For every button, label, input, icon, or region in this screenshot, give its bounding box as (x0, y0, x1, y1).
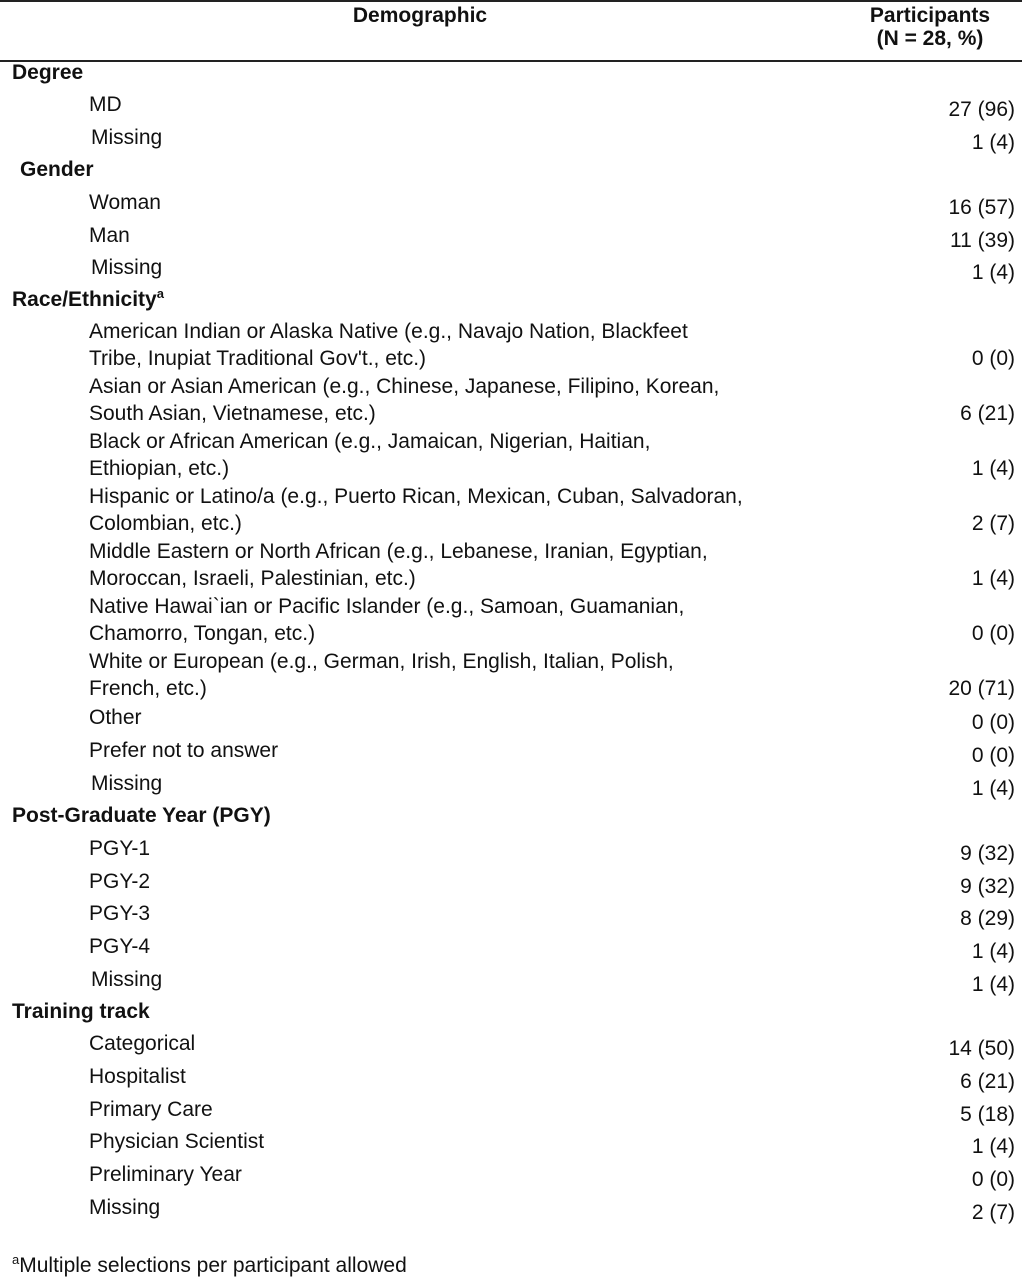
row-label (89, 900, 849, 927)
row-label-line1: Woman (89, 191, 161, 214)
row-label (89, 1128, 849, 1155)
row-label-line1: Missing (89, 1196, 161, 1219)
footnote-text: Multiple selections per participant allowed (19, 1254, 407, 1277)
column-header-participants-line1: Participants (869, 4, 991, 27)
row-label (89, 835, 849, 862)
category-label-text: Race/Ethnicity (12, 288, 157, 311)
row-value: 1 (4) (971, 457, 1015, 480)
row-label-line1: Asian or Asian American (e.g., Chinese, Japanese, Filipino, Korean, (89, 375, 720, 398)
row-label-line1: Middle Eastern or North African (e.g., Lebanese, Iranian, Egyptian, (89, 540, 708, 563)
row-label-line1: Categorical (89, 1032, 196, 1055)
row-label-line2: Colombian, etc.) (89, 512, 242, 535)
row-label (89, 1194, 849, 1221)
row-value: 27 (96) (948, 98, 1015, 121)
row-value: 2 (7) (971, 512, 1015, 535)
row-label (91, 770, 851, 797)
row-value: 0 (0) (971, 711, 1015, 734)
row-value: 1 (4) (971, 131, 1015, 154)
row-value: 1 (4) (971, 973, 1015, 996)
row-label (89, 933, 849, 960)
table-footnote (12, 1252, 407, 1279)
row-label (89, 1096, 849, 1123)
row-value: 0 (0) (971, 744, 1015, 767)
row-label-line1: White or European (e.g., German, Irish, English, Italian, Polish, (89, 650, 674, 673)
row-label (89, 428, 849, 482)
row-label-line1: Hospitalist (89, 1065, 186, 1088)
row-label (89, 1063, 849, 1090)
row-label-line1: Hispanic or Latino/a (e.g., Puerto Rican, Mexican, Cuban, Salvadoran, (89, 485, 743, 508)
row-label-line2: Moroccan, Israeli, Palestinian, etc.) (89, 567, 416, 590)
row-value: 1 (4) (971, 1135, 1015, 1158)
row-value: 5 (18) (960, 1103, 1015, 1126)
row-label (91, 254, 851, 281)
category-label (20, 156, 94, 183)
row-value: 9 (32) (960, 875, 1015, 898)
row-value: 20 (71) (948, 677, 1015, 700)
row-label-line1: Other (89, 706, 142, 729)
row-value: 6 (21) (960, 402, 1015, 425)
category-label-text: Degree (12, 61, 84, 84)
column-header-demographic: Demographic (352, 4, 488, 27)
row-label-line2: Chamorro, Tongan, etc.) (89, 622, 316, 645)
row-value: 11 (39) (950, 229, 1015, 252)
row-label (89, 373, 849, 427)
row-label (89, 538, 849, 592)
row-label-line1: Black or African American (e.g., Jamaican, Nigerian, Haitian, (89, 430, 651, 453)
row-label-line2: South Asian, Vietnamese, etc.) (89, 402, 376, 425)
row-label-line2: French, etc.) (89, 677, 207, 700)
category-label-text: Training track (12, 1000, 150, 1023)
row-value: 16 (57) (948, 196, 1015, 219)
table-top-rule (0, 0, 1022, 2)
row-value: 14 (50) (948, 1037, 1015, 1060)
footnote-marker: a (12, 1252, 20, 1267)
row-label-line2: Ethiopian, etc.) (89, 457, 230, 480)
category-label (12, 286, 164, 313)
category-label (12, 802, 271, 829)
row-label (91, 966, 851, 993)
row-value: 0 (0) (971, 347, 1015, 370)
row-label-line1: PGY-2 (89, 870, 151, 893)
row-value: 2 (7) (971, 1201, 1015, 1224)
row-label-line1: Physician Scientist (89, 1130, 265, 1153)
row-label-line1: Missing (91, 256, 163, 279)
row-label-line1: PGY-1 (89, 837, 151, 860)
row-label-line1: Prefer not to answer (89, 739, 279, 762)
row-value: 1 (4) (971, 261, 1015, 284)
category-label-text: Post-Graduate Year (PGY) (12, 804, 271, 827)
footnote-marker: a (156, 286, 164, 301)
row-label (89, 1030, 849, 1057)
column-header-participants-line2: (N = 28, %) (876, 27, 984, 50)
row-value: 1 (4) (971, 567, 1015, 590)
row-label (89, 222, 849, 249)
row-label (91, 124, 851, 151)
row-label-line1: Missing (91, 772, 163, 795)
header-bottom-rule (0, 60, 1022, 62)
row-value: 8 (29) (960, 907, 1015, 930)
category-label-text: Gender (20, 158, 94, 181)
row-label-line2: Tribe, Inupiat Traditional Gov't., etc.) (89, 347, 427, 370)
column-header-participants (855, 4, 1005, 50)
category-label (12, 998, 150, 1025)
row-value: 9 (32) (960, 842, 1015, 865)
row-label (89, 483, 849, 537)
row-label (89, 189, 849, 216)
row-label (89, 593, 849, 647)
row-label-line1: Man (89, 224, 130, 247)
row-label (89, 737, 849, 764)
row-label (89, 318, 849, 372)
row-label (89, 868, 849, 895)
row-label-line1: MD (89, 93, 122, 116)
row-label-line1: PGY-4 (89, 935, 151, 958)
row-label-line1: American Indian or Alaska Native (e.g., Navajo Nation, Blackfeet (89, 320, 688, 343)
row-label (89, 1161, 849, 1188)
row-label-line1: Missing (91, 968, 163, 991)
row-value: 6 (21) (960, 1070, 1015, 1093)
row-label-line1: Preliminary Year (89, 1163, 242, 1186)
row-value: 0 (0) (971, 1168, 1015, 1191)
row-label-line1: Missing (91, 126, 163, 149)
row-value: 0 (0) (971, 622, 1015, 645)
row-label-line1: Native Hawai`ian or Pacific Islander (e.g., Samoan, Guamanian, (89, 595, 685, 618)
row-label (89, 648, 849, 702)
row-label (89, 91, 849, 118)
row-value: 1 (4) (971, 777, 1015, 800)
row-label-line1: Primary Care (89, 1098, 213, 1121)
category-label (12, 59, 83, 86)
row-label (89, 704, 849, 731)
row-label-line1: PGY-3 (89, 902, 151, 925)
row-value: 1 (4) (971, 940, 1015, 963)
